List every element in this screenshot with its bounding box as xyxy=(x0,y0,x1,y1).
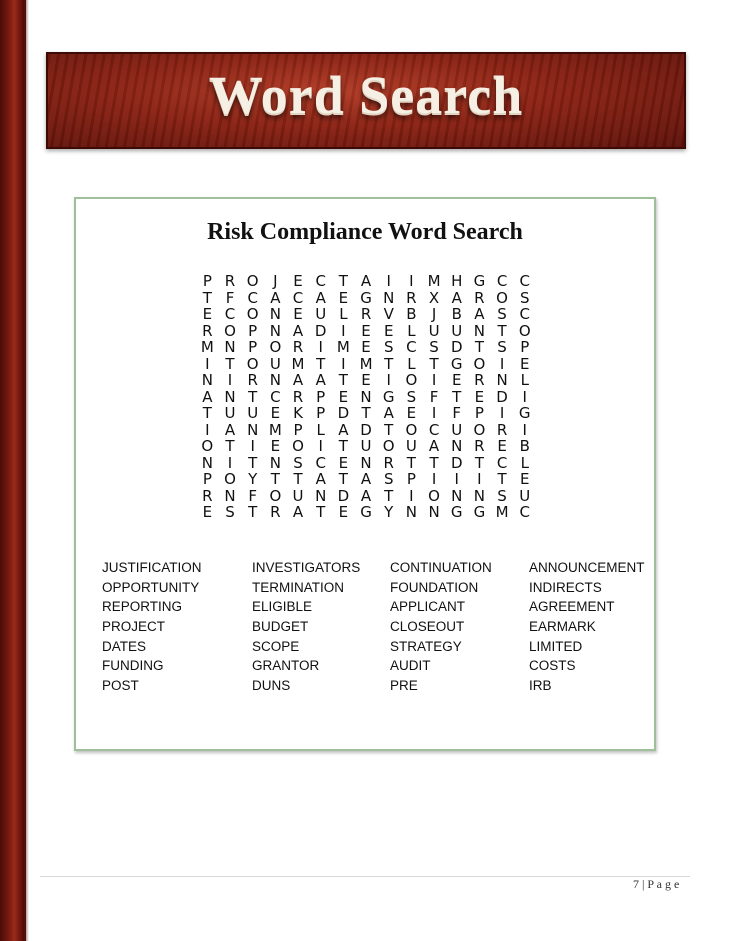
grid-letter: R xyxy=(474,437,485,456)
grid-letter: O xyxy=(428,486,440,505)
grid-letter: A xyxy=(360,470,372,489)
grid-letter: T xyxy=(338,437,348,456)
title-banner xyxy=(46,52,686,149)
grid-letter: R xyxy=(224,272,236,291)
grid-letter: G xyxy=(360,288,372,307)
grid-letter: O xyxy=(246,354,259,373)
grid-letter: O xyxy=(246,272,259,291)
grid-letter: D xyxy=(360,420,372,439)
word-list-item: APPLICANT xyxy=(390,599,466,615)
grid-letter: E xyxy=(293,305,303,324)
grid-letter: D xyxy=(314,321,327,340)
grid-letter: O xyxy=(269,486,282,505)
grid-letter: N xyxy=(496,371,508,390)
grid-letter: P xyxy=(293,420,303,439)
grid-letter: I xyxy=(386,371,391,390)
grid-letter: G xyxy=(473,503,486,522)
grid-row xyxy=(196,290,536,307)
grid-letter: T xyxy=(338,470,348,489)
grid-letter: G xyxy=(473,272,486,291)
grid-letter: O xyxy=(518,321,531,340)
grid-letter: Y xyxy=(384,503,394,522)
grid-letter: E xyxy=(338,288,349,307)
grid-row xyxy=(196,504,536,521)
grid-letter: P xyxy=(248,321,258,340)
grid-letter: E xyxy=(361,371,371,390)
grid-letter: N xyxy=(224,486,236,505)
grid-letter: T xyxy=(429,354,439,373)
grid-row xyxy=(196,339,536,356)
word-list-item: COSTS xyxy=(529,658,576,674)
grid-letter: N xyxy=(451,437,463,456)
grid-letter: R xyxy=(247,371,258,390)
grid-row xyxy=(196,372,536,389)
grid-letter: O xyxy=(201,437,214,456)
grid-letter: O xyxy=(269,338,282,357)
grid-letter: I xyxy=(318,338,323,357)
grid-letter: S xyxy=(429,338,439,357)
grid-letter: S xyxy=(497,486,507,505)
grid-letter: E xyxy=(520,470,530,489)
grid-letter: S xyxy=(293,453,303,472)
grid-letter: I xyxy=(431,470,437,489)
grid-letter: R xyxy=(292,387,304,406)
grid-letter: T xyxy=(361,404,371,423)
grid-letter: L xyxy=(520,371,529,390)
grid-letter: N xyxy=(269,371,281,390)
grid-letter: X xyxy=(428,288,440,307)
grid-letter: T xyxy=(225,354,235,373)
grid-letter: T xyxy=(474,338,484,357)
grid-letter: R xyxy=(496,420,508,439)
word-list-item: AGREEMENT xyxy=(529,599,615,615)
grid-letter: S xyxy=(383,470,394,489)
word-list-item: INVESTIGATORS xyxy=(252,560,361,575)
page-number: 7 | P a g e xyxy=(633,877,680,891)
grid-letter: I xyxy=(227,453,233,472)
word-column xyxy=(529,560,645,698)
grid-letter: G xyxy=(450,503,463,522)
grid-letter: S xyxy=(225,503,235,522)
grid-letter: I xyxy=(250,437,255,456)
grid-letter: N xyxy=(269,453,281,472)
grid-letter: T xyxy=(497,321,507,340)
grid-letter: U xyxy=(360,437,372,456)
grid-letter: T xyxy=(338,272,348,291)
letter-grid xyxy=(196,273,536,521)
grid-letter: M xyxy=(291,354,305,373)
grid-letter: C xyxy=(496,453,508,472)
grid-letter: S xyxy=(383,338,394,357)
word-list-item: SCOPE xyxy=(252,638,300,654)
grid-letter: N xyxy=(473,321,486,340)
word-list-item: INDIRECTS xyxy=(529,579,602,595)
grid-letter: N xyxy=(360,453,372,472)
word-list-item: FOUNDATION xyxy=(390,579,479,595)
grid-letter: I xyxy=(499,404,505,423)
grid-row xyxy=(196,471,536,488)
grid-letter: T xyxy=(248,503,258,522)
grid-row xyxy=(196,488,536,505)
grid-letter: U xyxy=(247,404,259,423)
grid-letter: C xyxy=(247,288,258,307)
grid-letter: T xyxy=(270,470,280,489)
grid-letter: N xyxy=(428,503,440,522)
grid-letter: S xyxy=(497,305,507,324)
grid-letter: E xyxy=(520,354,530,373)
grid-letter: I xyxy=(477,470,482,489)
grid-letter: E xyxy=(361,338,371,357)
grid-row xyxy=(196,323,536,340)
grid-row xyxy=(196,356,536,373)
grid-letter: A xyxy=(428,437,440,456)
grid-letter: N xyxy=(224,387,236,406)
grid-letter: K xyxy=(293,404,303,423)
grid-letter: N xyxy=(269,321,281,340)
grid-letter: E xyxy=(202,305,213,324)
grid-letter: E xyxy=(451,371,462,390)
decorative-side-bar xyxy=(0,0,26,941)
grid-letter: D xyxy=(337,404,350,423)
grid-letter: T xyxy=(202,404,212,423)
grid-letter: S xyxy=(497,338,507,357)
grid-letter: T xyxy=(225,437,235,456)
grid-row xyxy=(196,438,536,455)
grid-letter: O xyxy=(382,437,395,456)
grid-row xyxy=(196,389,536,406)
grid-letter: L xyxy=(520,453,529,472)
grid-letter: R xyxy=(292,338,304,357)
grid-letter: C xyxy=(496,272,508,291)
word-list-item: OPPORTUNITY xyxy=(102,579,200,595)
grid-letter: D xyxy=(450,338,463,357)
banner-title: Word Search xyxy=(208,65,524,125)
grid-letter: O xyxy=(405,371,418,390)
grid-letter: P xyxy=(248,338,258,357)
grid-letter: F xyxy=(452,404,462,423)
grid-letter: T xyxy=(452,387,462,406)
grid-letter: C xyxy=(292,288,304,307)
grid-letter: I xyxy=(522,387,527,406)
puzzle-image xyxy=(74,197,656,751)
grid-letter: G xyxy=(518,404,531,423)
grid-letter: T xyxy=(474,453,484,472)
grid-letter: I xyxy=(409,486,414,505)
grid-letter: U xyxy=(224,404,236,423)
grid-letter: U xyxy=(405,437,417,456)
grid-letter: I xyxy=(454,470,459,489)
grid-letter: E xyxy=(202,503,213,522)
grid-letter: R xyxy=(383,453,394,472)
grid-letter: C xyxy=(519,272,530,291)
grid-letter: A xyxy=(383,404,394,423)
grid-letter: L xyxy=(407,321,416,340)
grid-letter: A xyxy=(338,420,349,439)
word-column xyxy=(390,560,492,698)
grid-letter: R xyxy=(474,371,485,390)
grid-letter: E xyxy=(497,437,507,456)
grid-letter: N xyxy=(224,338,236,357)
grid-letter: N xyxy=(201,453,213,472)
grid-letter: T xyxy=(429,453,439,472)
word-list-item: ELIGIBLE xyxy=(252,599,313,615)
word-list-item: POST xyxy=(102,678,139,694)
grid-letter: L xyxy=(407,354,416,373)
grid-letter: A xyxy=(292,321,304,340)
grid-letter: S xyxy=(519,288,530,307)
grid-letter: N xyxy=(315,486,327,505)
grid-letter: T xyxy=(384,420,394,439)
grid-letter: P xyxy=(474,404,484,423)
grid-letter: E xyxy=(474,387,485,406)
grid-letter: J xyxy=(431,305,437,324)
grid-letter: O xyxy=(246,305,259,324)
grid-letter: R xyxy=(406,288,417,307)
grid-letter: B xyxy=(519,437,530,456)
word-column xyxy=(252,560,360,698)
grid-letter: C xyxy=(270,387,281,406)
grid-letter: O xyxy=(496,288,508,307)
grid-letter: U xyxy=(315,305,327,324)
grid-letter: P xyxy=(406,470,416,489)
grid-letter: B xyxy=(451,305,462,324)
grid-letter: M xyxy=(495,503,509,522)
grid-letter: I xyxy=(499,354,505,373)
grid-letter: M xyxy=(359,354,373,373)
grid-letter: A xyxy=(270,288,281,307)
grid-letter: R xyxy=(474,288,485,307)
grid-letter: N xyxy=(247,420,259,439)
grid-letter: N xyxy=(360,387,372,406)
word-list-item: TERMINATION xyxy=(252,579,344,595)
grid-letter: E xyxy=(270,404,281,423)
grid-letter: Y xyxy=(248,470,258,489)
grid-letter: M xyxy=(200,338,214,357)
grid-letter: O xyxy=(224,470,236,489)
grid-letter: A xyxy=(451,288,462,307)
grid-letter: D xyxy=(337,486,350,505)
grid-letter: R xyxy=(202,321,213,340)
grid-letter: U xyxy=(428,321,440,340)
grid-letter: I xyxy=(522,420,527,439)
grid-letter: B xyxy=(406,305,417,324)
grid-letter: G xyxy=(450,354,463,373)
grid-letter: I xyxy=(431,404,437,423)
grid-letter: I xyxy=(341,321,346,340)
grid-letter: P xyxy=(316,387,326,406)
grid-letter: G xyxy=(382,387,395,406)
grid-letter: E xyxy=(338,453,349,472)
grid-row xyxy=(196,422,536,439)
grid-letter: O xyxy=(224,321,236,340)
grid-letter: G xyxy=(360,503,372,522)
grid-letter: O xyxy=(292,437,304,456)
grid-letter: C xyxy=(519,305,530,324)
grid-row xyxy=(196,405,536,422)
grid-letter: P xyxy=(316,404,326,423)
grid-row xyxy=(196,306,536,323)
grid-letter: A xyxy=(224,420,236,439)
grid-letter: A xyxy=(292,503,304,522)
grid-letter: O xyxy=(405,420,418,439)
grid-letter: A xyxy=(360,486,372,505)
grid-letter: F xyxy=(429,387,439,406)
grid-letter: T xyxy=(293,470,303,489)
grid-row xyxy=(196,455,536,472)
grid-letter: A xyxy=(315,470,326,489)
word-list-item: DATES xyxy=(102,638,147,654)
grid-letter: I xyxy=(227,371,233,390)
word-list-item: PRE xyxy=(390,678,418,694)
grid-letter: T xyxy=(202,288,212,307)
grid-letter: T xyxy=(248,387,258,406)
grid-letter: M xyxy=(427,272,441,291)
grid-letter: F xyxy=(225,288,235,307)
grid-letter: U xyxy=(519,486,531,505)
grid-letter: S xyxy=(406,387,417,406)
word-list-item: EARMARK xyxy=(529,619,596,635)
word-list-item: FUNDING xyxy=(102,658,164,674)
grid-letter: R xyxy=(202,486,213,505)
grid-letter: E xyxy=(383,321,394,340)
word-list-item: REPORTING xyxy=(102,599,183,615)
word-list-item: IRB xyxy=(529,678,552,694)
grid-letter: T xyxy=(338,371,348,390)
puzzle-title: Risk Compliance Word Search xyxy=(207,219,523,245)
grid-letter: N xyxy=(473,486,486,505)
grid-letter: A xyxy=(360,272,372,291)
word-list-item: DUNS xyxy=(252,678,291,694)
footer-divider xyxy=(40,876,690,877)
grid-letter: I xyxy=(205,420,210,439)
grid-letter: A xyxy=(202,387,213,406)
grid-letter: U xyxy=(292,486,304,505)
word-list-item: AUDIT xyxy=(390,658,431,674)
grid-letter: T xyxy=(316,503,326,522)
grid-letter: C xyxy=(224,305,236,324)
grid-letter: P xyxy=(202,272,212,291)
grid-letter: U xyxy=(269,354,281,373)
word-list xyxy=(102,560,662,700)
grid-letter: V xyxy=(383,305,394,324)
grid-letter: E xyxy=(338,387,349,406)
grid-letter: C xyxy=(315,453,326,472)
grid-row xyxy=(196,273,536,290)
grid-letter: L xyxy=(339,305,348,324)
grid-letter: R xyxy=(270,503,281,522)
grid-letter: N xyxy=(405,503,417,522)
word-list-item: CLOSEOUT xyxy=(390,619,465,635)
grid-letter: D xyxy=(450,453,463,472)
grid-letter: I xyxy=(318,437,323,456)
grid-letter: I xyxy=(205,354,210,373)
grid-letter: T xyxy=(384,486,394,505)
grid-letter: I xyxy=(341,354,346,373)
grid-letter: U xyxy=(451,321,463,340)
grid-letter: A xyxy=(474,305,485,324)
grid-letter: N xyxy=(451,486,463,505)
word-column xyxy=(102,560,202,698)
grid-letter: M xyxy=(336,338,350,357)
grid-letter: U xyxy=(451,420,463,439)
word-list-item: PROJECT xyxy=(102,619,166,635)
word-list-item: STRATEGY xyxy=(390,638,462,654)
grid-letter: N xyxy=(269,305,281,324)
grid-letter: O xyxy=(473,420,486,439)
grid-letter: E xyxy=(338,503,349,522)
word-list-item: BUDGET xyxy=(252,619,309,635)
word-list-item: ANNOUNCEMENT xyxy=(529,560,645,575)
grid-letter: I xyxy=(386,272,391,291)
grid-letter: T xyxy=(248,453,258,472)
grid-letter: T xyxy=(316,354,326,373)
grid-letter: C xyxy=(519,503,530,522)
grid-letter: C xyxy=(428,420,440,439)
grid-letter: F xyxy=(248,486,257,505)
grid-letter: L xyxy=(316,420,325,439)
grid-letter: R xyxy=(360,305,372,324)
grid-letter: P xyxy=(202,470,212,489)
word-list-item: GRANTOR xyxy=(252,658,320,674)
grid-letter: J xyxy=(273,272,278,291)
grid-letter: O xyxy=(473,354,486,373)
grid-letter: A xyxy=(315,288,326,307)
grid-letter: D xyxy=(496,387,508,406)
grid-letter: E xyxy=(293,272,303,291)
grid-letter: N xyxy=(383,288,395,307)
grid-letter: C xyxy=(315,272,326,291)
grid-letter: M xyxy=(268,420,282,439)
grid-letter: A xyxy=(292,371,304,390)
grid-letter: E xyxy=(270,437,281,456)
grid-letter: I xyxy=(431,371,437,390)
grid-letter: E xyxy=(406,404,417,423)
grid-letter: N xyxy=(201,371,213,390)
grid-letter: T xyxy=(497,470,507,489)
grid-letter: T xyxy=(406,453,416,472)
word-list-item: LIMITED xyxy=(529,638,583,654)
word-list-item: CONTINUATION xyxy=(390,560,492,575)
grid-letter: T xyxy=(384,354,394,373)
word-list-item: JUSTIFICATION xyxy=(102,560,202,575)
grid-letter: P xyxy=(520,338,530,357)
grid-letter: A xyxy=(315,371,326,390)
grid-letter: H xyxy=(451,272,463,291)
grid-letter: C xyxy=(406,338,417,357)
grid-letter: E xyxy=(361,321,371,340)
grid-letter: I xyxy=(409,272,414,291)
